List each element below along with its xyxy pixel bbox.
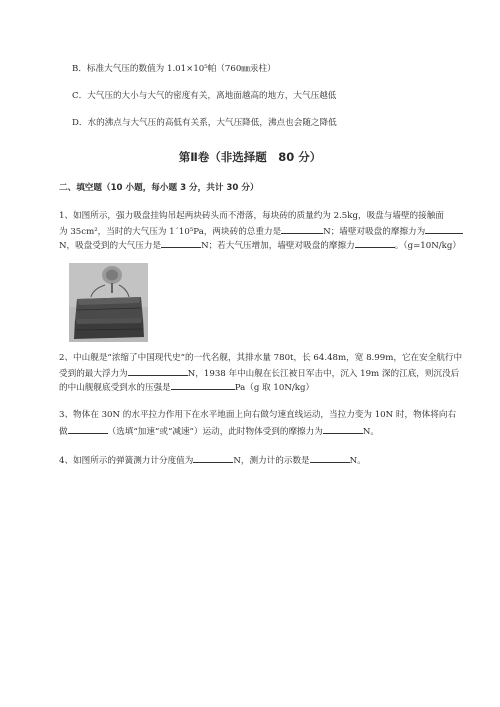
q1-text-3a: N，吸盘受到的大气压力是 [59, 241, 162, 251]
answer-blank[interactable] [193, 453, 233, 463]
answer-blank[interactable] [68, 424, 108, 434]
q1-text-3b: N；若大气压增加，墙壁对吸盘的摩擦力 [201, 241, 355, 251]
answer-blank[interactable] [171, 380, 235, 390]
answer-blank[interactable] [425, 224, 463, 234]
option-d: D．水的沸点与大气压的高低有关系，大气压降低，沸点也会随之降低 [72, 118, 337, 128]
q2-line-1 [59, 352, 462, 364]
section-heading: 二、填空题（10 小题，每小题 3 分，共计 30 分） [59, 183, 259, 193]
q2-text-2a: 受到的最大浮力为 [59, 369, 128, 379]
option-b: B．标准大气压的数值为 1.01×10⁵帕（760㎜汞柱） [72, 64, 276, 74]
q3-text-2c: N。 [362, 427, 379, 437]
q1-text-2b: N；墙壁对吸盘的摩擦力为 [323, 227, 426, 237]
q4-text-1b: N，测力计的示数是 [233, 456, 310, 466]
q2-text-3b: Pa（g 取 10N/kg） [234, 383, 315, 393]
suction-hook-brick-figure [69, 263, 148, 342]
q2-line-2 [59, 366, 459, 380]
q1-text-2a: 为 35cm²，当时的大气压为 1´10⁵Pa，两块砖的总重力是 [59, 227, 282, 237]
q2-text-2b: N，1938 年中山舰在长江被日军击中，沉入 19m 深的江底，则沉没后 [187, 369, 460, 379]
q2-text-1: 2、中山舰是“浓缩了中国现代史”的一代名舰，其排水量 780t，长 64.48m，宽 8.99m，它在安全航行中 [59, 353, 463, 363]
q4-text-1a: 4、如图所示的弹簧测力计分度值为 [59, 456, 194, 466]
q2-line-3 [59, 380, 314, 394]
part-title: 第Ⅱ卷（非选择题 80 分） [178, 150, 322, 164]
answer-blank[interactable] [355, 238, 395, 248]
q3-line-1 [59, 409, 456, 421]
q3-text-2b: （选填“加速”或“减速”）运动，此时物体受到的摩擦力为 [107, 427, 323, 437]
answer-blank[interactable] [128, 366, 188, 376]
q1-line-1 [59, 210, 444, 222]
answer-blank[interactable] [281, 224, 323, 234]
q3-text-2a: 做 [59, 427, 68, 437]
q2-text-3a: 的中山舰舰底受到水的压强是 [59, 383, 171, 393]
q4-line-1 [59, 453, 366, 467]
answer-blank[interactable] [310, 453, 350, 463]
q3-line-2 [59, 424, 379, 438]
answer-blank[interactable] [323, 424, 363, 434]
q1-text-1: 1、如图所示，强力吸盘挂钩吊起两块砖头而不滑落，每块砖的质量约为 2.5kg，吸盘与墙壁的接触面 [59, 211, 444, 221]
q3-text-1: 3、物体在 30N 的水平拉力作用下在水平地面上向右做匀速直线运动，当拉力变为 10N 时，物体将向右 [59, 410, 457, 420]
option-c: C．大气压的大小与大气的密度有关，离地面越高的地方，大气压越低 [72, 91, 337, 101]
q1-text-3c: 。（g=10N/kg） [394, 241, 461, 251]
q1-line-3 [59, 238, 461, 252]
q4-text-1c: N。 [349, 456, 366, 466]
answer-blank[interactable] [161, 238, 201, 248]
q1-line-2 [59, 224, 463, 238]
